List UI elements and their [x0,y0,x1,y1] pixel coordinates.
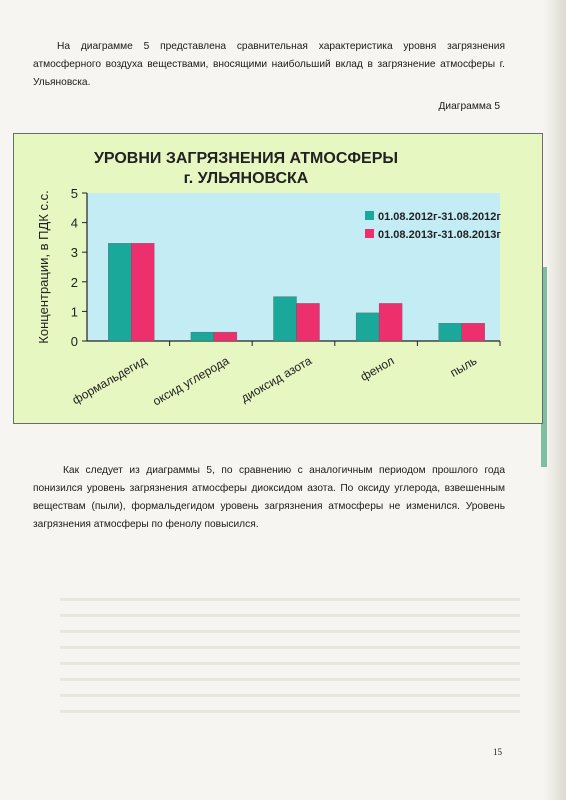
y-tick-label: 2 [70,274,78,290]
bar-1 [108,243,131,341]
bar-2 [462,323,485,341]
page-edge-shadow [544,0,566,800]
bar-2 [214,332,237,341]
x-tick-label: формальдегид [69,353,149,408]
intro-paragraph: На диаграмме 5 представлена сравнительная характеристика уровня загрязнения атмосферного воздуха веществами, вносящими наибольший вклад в загрязнение атмосферы г. Ульяновска. [33,41,505,88]
legend-swatch [365,229,374,238]
bar-2 [379,303,402,341]
x-tick-label: фенол [357,353,397,384]
x-tick-label: оксид углерода [150,353,232,409]
chart-title: УРОВНИ ЗАГРЯЗНЕНИЯ АТМОСФЕРЫ [93,150,399,167]
chart-subtitle: г. УЛЬЯНОВСКА [183,170,309,187]
legend-label: 01.08.2013г-31.08.2013г [378,229,501,241]
conclusion-paragraph: Как следует из диаграммы 5, по сравнению с аналогичным периодом прошлого года понизился уровень загрязнения атмосферы диоксидом азота. По оксиду углерода, взвешенным веществам (пыли), формальдегидом уровень загрязнения атмосферы не изменился. Уровень загрязнения атмосферы по фенолу повысился. [33,465,505,530]
bar-2 [297,303,320,341]
y-axis-label: Концентрации, в ПДК с.с. [36,190,51,344]
chart-container [13,133,543,424]
pollution-bar-chart [14,134,542,423]
legend-swatch [365,211,374,220]
y-tick-label: 4 [70,215,78,231]
diagram-caption: Диаграмма 5 [438,101,500,112]
bar-1 [439,323,462,341]
x-tick-label: пыль [447,353,480,380]
bar-1 [274,297,297,341]
y-tick-label: 1 [70,304,78,320]
bar-2 [131,243,154,341]
y-tick-label: 5 [70,186,78,201]
bar-1 [191,332,214,341]
page-number: 15 [493,747,502,757]
legend-label: 01.08.2012г-31.08.2012г [378,211,501,223]
bleed-through-block [60,592,520,722]
x-tick-label: диоксид азота [238,353,314,406]
bar-1 [356,313,379,341]
y-tick-label: 3 [70,245,78,261]
y-tick-label: 0 [70,334,78,349]
